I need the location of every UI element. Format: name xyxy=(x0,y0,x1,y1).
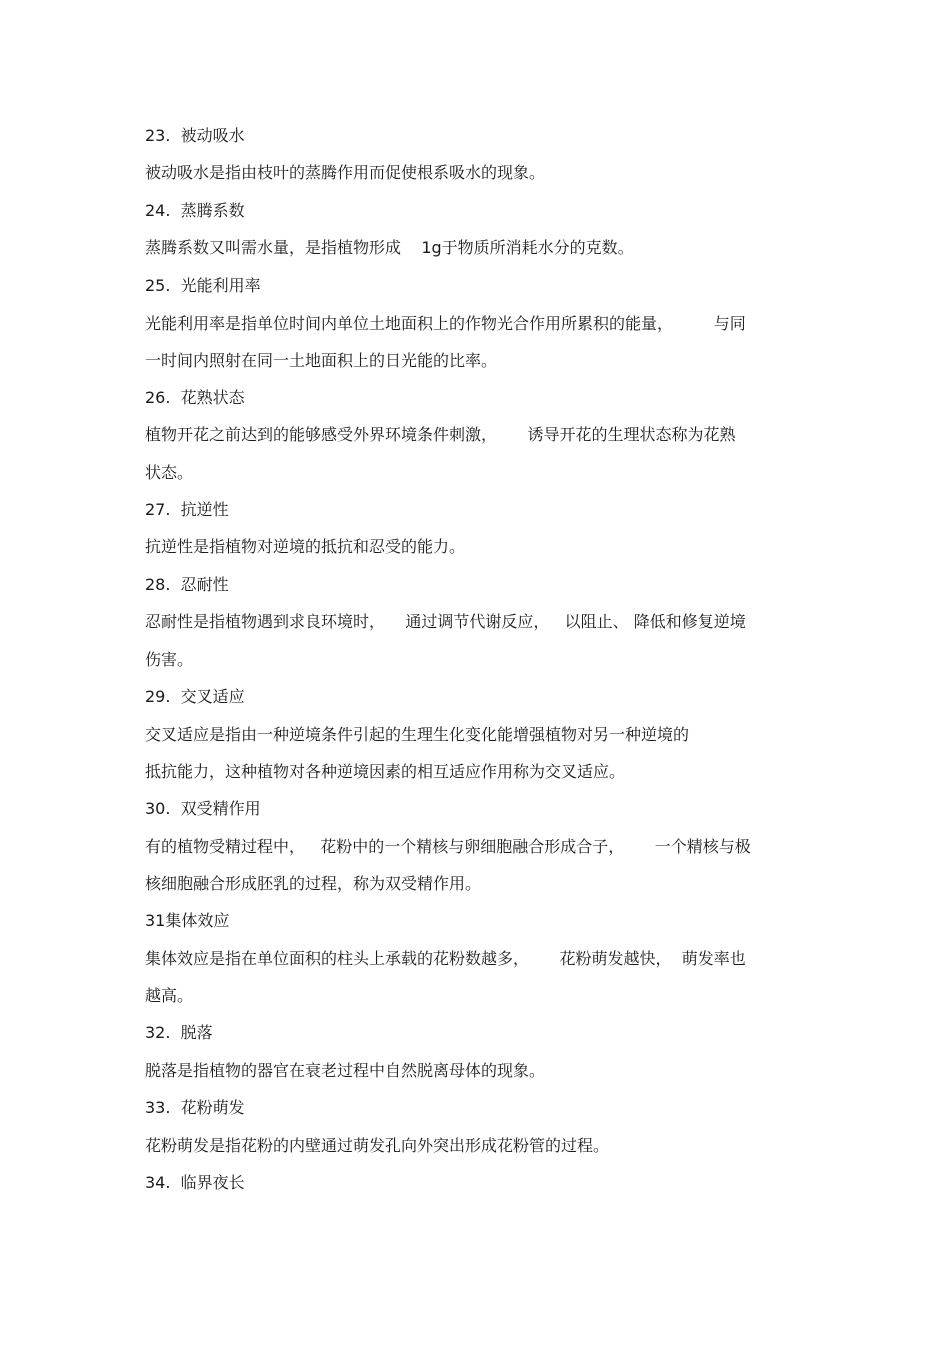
term-heading: 32. 脱落 xyxy=(145,1023,213,1042)
term-heading: 26. 花熟状态 xyxy=(145,388,245,407)
term-definition-line: 伤害。 xyxy=(145,650,194,669)
term-definition-line: 状态。 xyxy=(145,463,194,482)
term-definition-line: 越高。 xyxy=(145,986,194,1005)
term-heading: 30. 双受精作用 xyxy=(145,799,261,818)
term-heading: 23. 被动吸水 xyxy=(145,126,245,145)
term-definition-line: 集体效应是指在单位面积的柱头上承载的花粉数越多， 花粉萌发越快， 萌发率也 xyxy=(145,949,746,968)
term-heading: 25. 光能利用率 xyxy=(145,276,261,295)
term-heading: 29. 交叉适应 xyxy=(145,687,245,706)
term-definition-line: 光能利用率是指单位时间内单位土地面积上的作物光合作用所累积的能量， 与同 xyxy=(145,314,746,333)
term-definition-line: 一时间内照射在同一土地面积上的日光能的比率。 xyxy=(145,351,498,370)
term-definition-line: 忍耐性是指植物遇到求良环境时， 通过调节代谢反应， 以阻止、 降低和修复逆境 xyxy=(145,612,746,631)
term-heading: 28. 忍耐性 xyxy=(145,575,229,594)
term-definition-line: 核细胞融合形成胚乳的过程，称为双受精作用。 xyxy=(145,874,482,893)
term-heading: 24. 蒸腾系数 xyxy=(145,201,245,220)
term-definition-line: 被动吸水是指由枝叶的蒸腾作用而促使根系吸水的现象。 xyxy=(145,163,546,182)
term-heading: 33. 花粉萌发 xyxy=(145,1098,245,1117)
term-definition-line: 脱落是指植物的器官在衰老过程中自然脱离母体的现象。 xyxy=(145,1061,546,1080)
term-definition-line: 花粉萌发是指花粉的内壁通过萌发孔向外突出形成花粉管的过程。 xyxy=(145,1136,610,1155)
term-definition-line: 有的植物受精过程中， 花粉中的一个精核与卵细胞融合形成合子， 一个精核与极 xyxy=(145,837,751,856)
term-definition-line: 植物开花之前达到的能够感受外界环境条件刺激， 诱导开花的生理状态称为花熟 xyxy=(145,425,736,444)
term-definition-line: 抗逆性是指植物对逆境的抵抗和忍受的能力。 xyxy=(145,537,466,556)
term-definition-line: 抵抗能力，这种植物对各种逆境因素的相互适应作用称为交叉适应。 xyxy=(145,762,626,781)
term-heading: 31集体效应 xyxy=(145,911,230,930)
term-heading: 34. 临界夜长 xyxy=(145,1173,245,1192)
term-heading: 27. 抗逆性 xyxy=(145,500,229,519)
term-definition-line: 蒸腾系数又叫需水量，是指植物形成 1g于物质所消耗水分的克数。 xyxy=(145,238,634,257)
term-definition-line: 交叉适应是指由一种逆境条件引起的生理生化变化能增强植物对另一种逆境的 xyxy=(145,725,690,744)
